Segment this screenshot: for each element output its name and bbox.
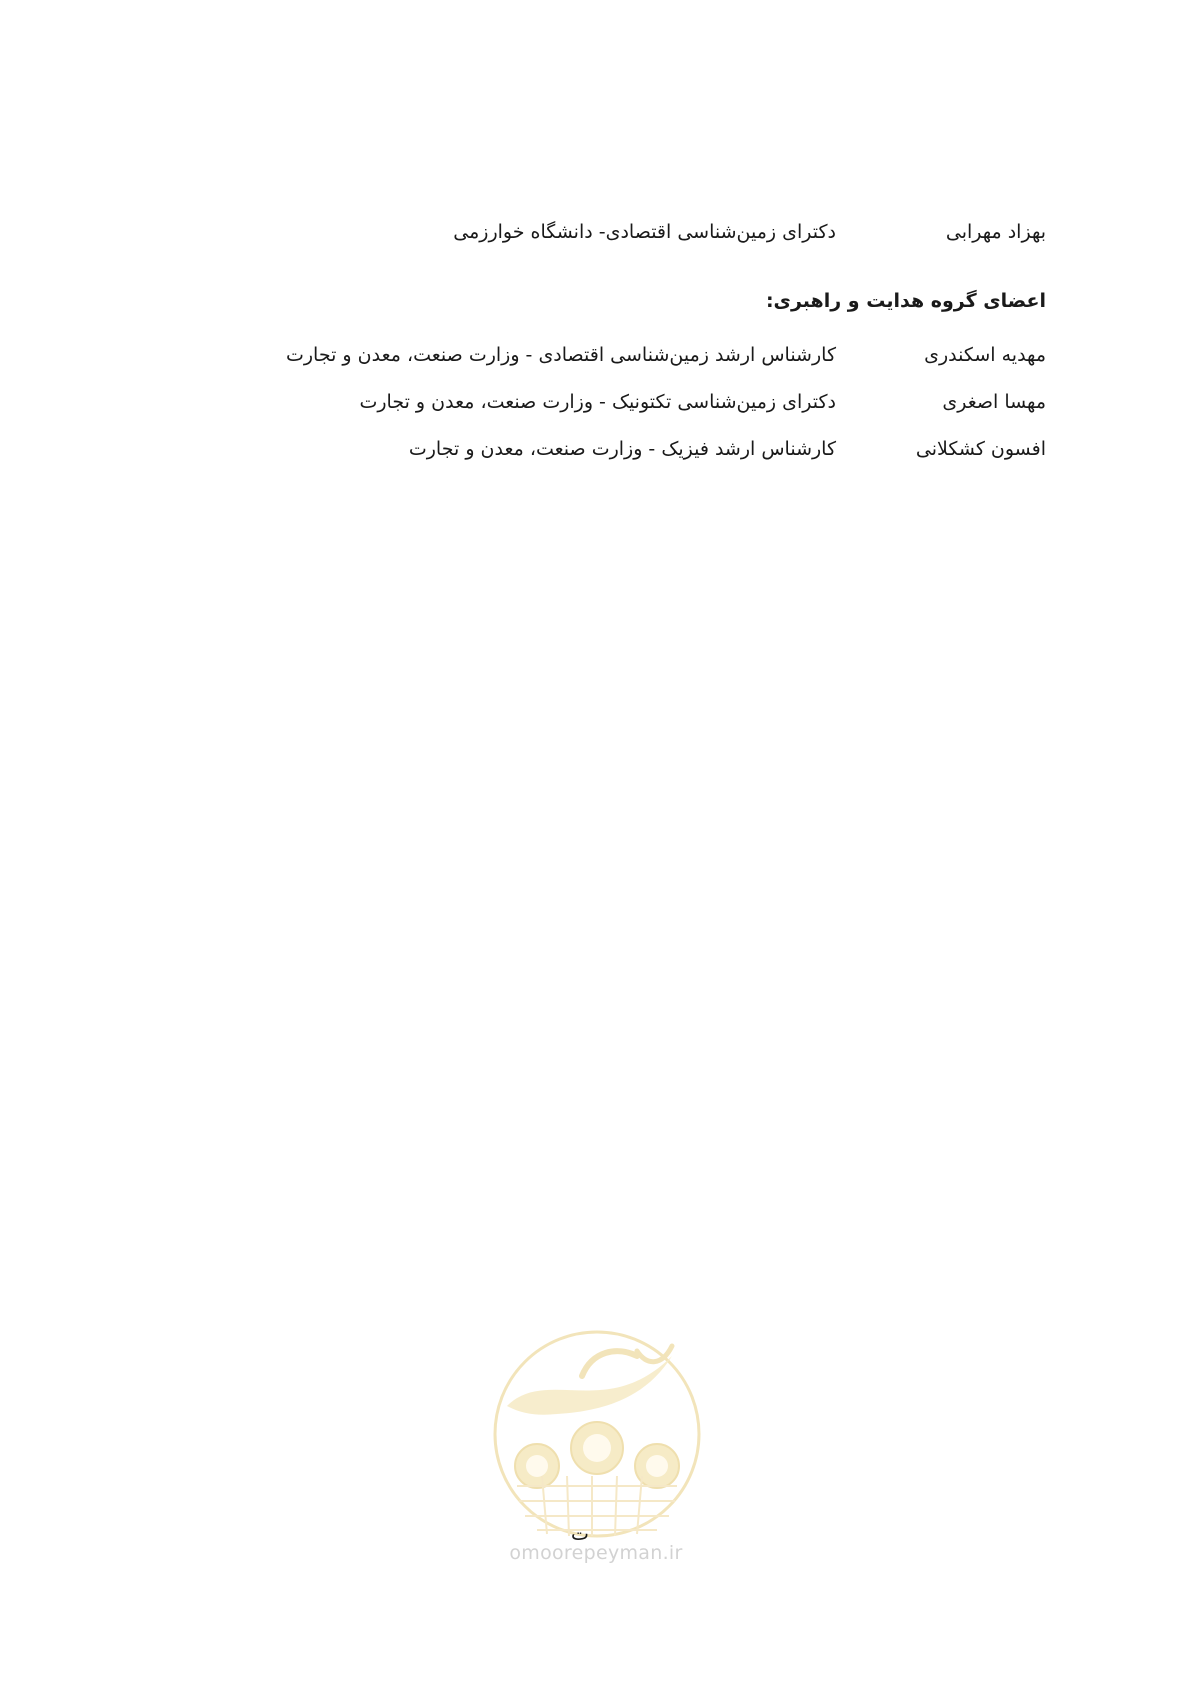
member-name: مهدیه اسکندری (924, 344, 1046, 366)
person-description: دکترای زمین‌شناسی اقتصادی- دانشگاه خوارزمی (453, 221, 836, 243)
page-number: ت (571, 1523, 589, 1545)
person-name: بهزاد مهرابی (945, 221, 1046, 243)
top-person-row (226, 218, 1046, 246)
member-description: کارشناس ارشد زمین‌شناسی اقتصادی - وزارت صنعت، معدن و تجارت (285, 344, 836, 366)
omoorepeyman-logo-icon (487, 1326, 707, 1566)
member-row (226, 341, 1046, 369)
member-description: دکترای زمین‌شناسی تکتونیک - وزارت صنعت، معدن و تجارت (359, 391, 836, 413)
member-name: مهسا اصغری (942, 391, 1046, 413)
member-description: کارشناس ارشد فیزیک - وزارت صنعت، معدن و تجارت (408, 438, 836, 460)
watermark-url: omoorepeyman.ir (509, 1542, 683, 1564)
member-name: افسون کشکلانی (915, 438, 1046, 460)
member-row (226, 435, 1046, 463)
member-row (226, 388, 1046, 416)
section-heading: اعضای گروه هدایت و راهبری: (765, 290, 1046, 312)
